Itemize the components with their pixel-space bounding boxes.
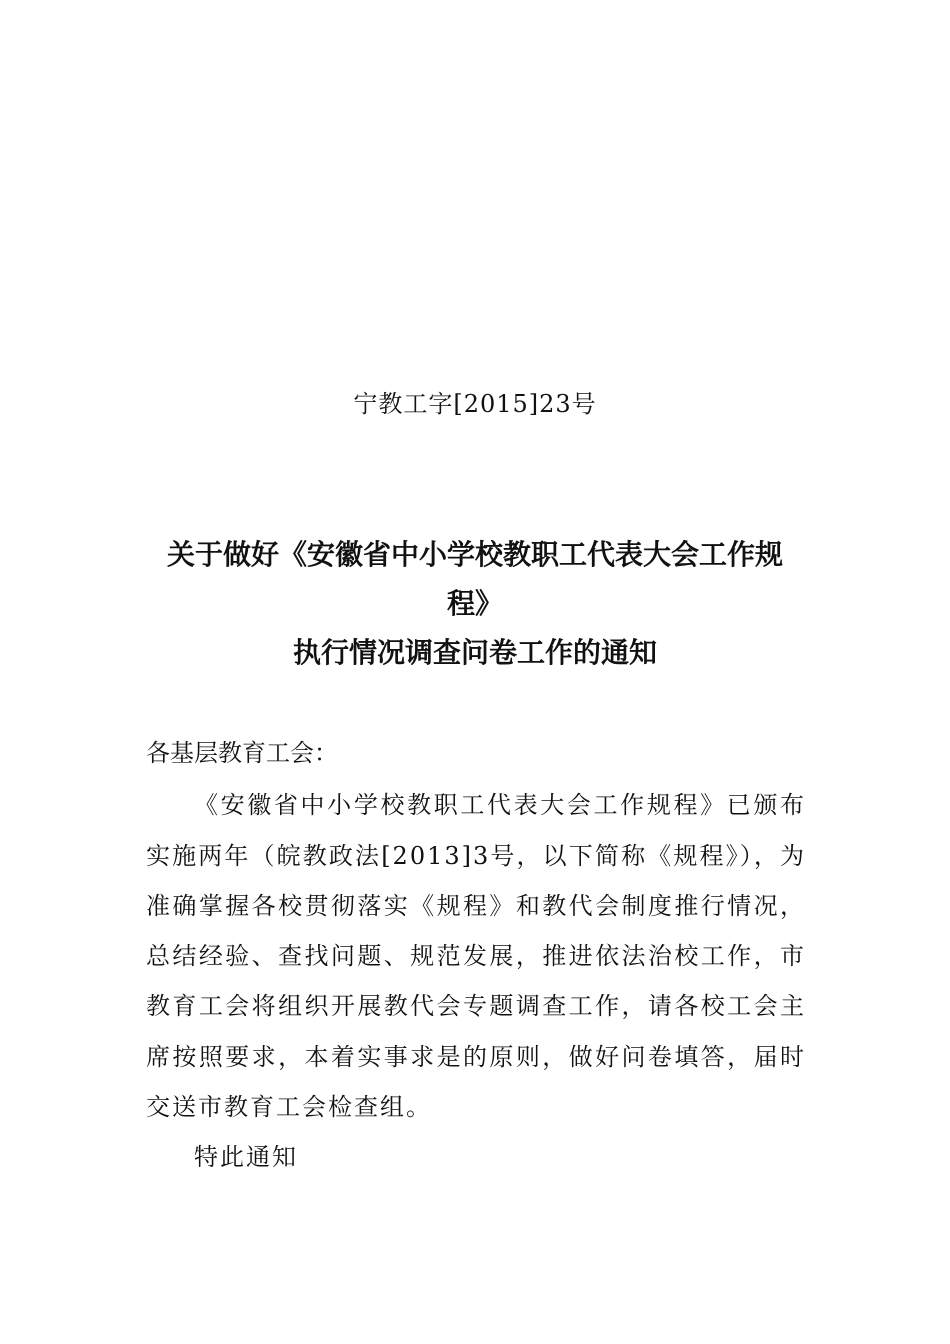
title-line-1: 关于做好《安徽省中小学校教职工代表大会工作规 — [166, 538, 783, 571]
document-body — [146, 728, 806, 1183]
closing-text: 特此通知 — [194, 1143, 298, 1172]
title-line-2: 程》 — [446, 587, 503, 620]
body-paragraph: 《安徽省中小学校教职工代表大会工作规程》已颁布实施两年（皖教政法[2013]3号，以下简称《规程》），为准确掌握各校贯彻落实《规程》和教代会制度推行情况，总结经验、查找问题、规范发展，推进依法治校工作，市教育工会将组织开展教代会专题调查工作，请各校工会主席按照要求，本着实事求是的原则，做好问卷填答，届时交送市教育工会检查组。 — [146, 791, 806, 1122]
title-line-3: 执行情况调查问卷工作的通知 — [292, 636, 657, 669]
salutation: 各基层教育工会： — [146, 739, 338, 767]
document-number: 宁教工字[2015]23号 — [353, 390, 597, 418]
document-title — [140, 530, 810, 677]
